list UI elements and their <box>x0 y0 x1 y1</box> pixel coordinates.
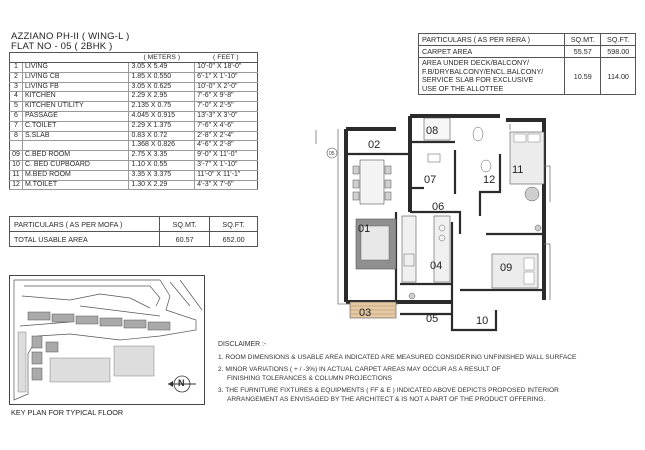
mofa-header-sqft: SQ.FT. <box>210 217 258 232</box>
room-label-08: 08 <box>426 125 439 137</box>
room-meters-cell: 3.05 X 5.49 <box>129 63 195 73</box>
room-name-cell: S.SLAB <box>22 131 128 141</box>
unit-tag: 05 <box>329 151 335 157</box>
room-meters-cell: 0.83 X 0.72 <box>129 131 195 141</box>
room-meters-cell: 1.10 X 0.55 <box>129 160 195 170</box>
room-no-cell: 12 <box>10 180 23 190</box>
rera-deck-sqm: 10.59 <box>565 58 601 95</box>
room-feet-cell: 7'-6" X 9'-8" <box>195 92 258 102</box>
room-feet-cell: 11'-0" X 11'-1" <box>195 170 258 180</box>
room-feet-cell: 4'-6" X 2'-8" <box>195 141 258 151</box>
mofa-total-row <box>10 232 258 247</box>
room-name-cell: C.TOILET <box>22 121 128 131</box>
room-no-cell: 10 <box>10 160 23 170</box>
kitchen-counter <box>434 216 450 282</box>
room-meters-cell: 3.35 X 3.375 <box>129 170 195 180</box>
room-meters-cell: 2.75 X 3.35 <box>129 151 195 161</box>
room-label-10: 10 <box>476 315 489 327</box>
room-feet-cell: 9'-0" X 11'-0" <box>195 151 258 161</box>
room-label-01: 01 <box>358 223 371 235</box>
room-meters-cell: 2.29 X 1.375 <box>129 121 195 131</box>
room-name-cell: LIVING <box>22 63 128 73</box>
room-feet-cell: 6'-1" X 1'-10" <box>195 72 258 82</box>
room-row <box>10 160 258 170</box>
rera-deck-sqft: 114.00 <box>601 58 636 95</box>
col-meters: ( METERS ) <box>129 53 195 63</box>
room-name-cell: C. BED CUPBOARD <box>22 160 128 170</box>
room-name-cell: M.BED ROOM <box>22 170 128 180</box>
rera-header-sqm: SQ.MT. <box>565 34 601 46</box>
rera-carpet-label: CARPET AREA <box>419 46 565 58</box>
room-feet-cell: 3'-7" X 1'-10" <box>195 160 258 170</box>
disclaimer-item-1: 1. ROOM DIMENSIONS & USABLE AREA INDICATED ARE MEASURED CONSIDERING UNFINISHED WALL SURFACE <box>218 354 577 361</box>
room-row <box>10 111 258 121</box>
room-no-cell: 3 <box>10 82 23 92</box>
disclaimer-heading: DISCLAIMER :- <box>218 341 267 348</box>
room-label-11: 11 <box>512 164 524 176</box>
room-feet-cell: 4'-3" X 7'-6" <box>195 180 258 190</box>
project-title: AZZIANO PH-II ( WING-L ) <box>11 31 130 42</box>
rera-carpet-sqft: 598.00 <box>601 46 636 58</box>
kitchen-platform <box>402 216 416 282</box>
disclaimer <box>218 340 642 407</box>
key-plan-label: KEY PLAN FOR TYPICAL FLOOR <box>11 408 124 417</box>
room-feet-cell: 10'-0" X 2'-0" <box>195 82 258 92</box>
room-no-cell: 2 <box>10 72 23 82</box>
room-label-02: 02 <box>368 139 381 151</box>
room-meters-cell: 1.368 X 0.826 <box>129 141 195 151</box>
rera-header-sqft: SQ.FT. <box>601 34 636 46</box>
mofa-header-row <box>10 217 258 232</box>
room-feet-cell: 7'-0" X 2'-5" <box>195 102 258 112</box>
room-no-cell: 4 <box>10 92 23 102</box>
room-no-cell <box>10 141 23 151</box>
room-row <box>10 151 258 161</box>
room-no-cell: 6 <box>10 111 23 121</box>
room-feet-cell: 13'-3" X 3'-0" <box>195 111 258 121</box>
room-name-cell: LIVING CB <box>22 72 128 82</box>
room-meters-cell: 1.30 X 2.29 <box>129 180 195 190</box>
room-no-cell: 7 <box>10 121 23 131</box>
disclaimer-item-3: 3. THE FURNITURE FIXTURES & EQUIPMENTS ( FF & E ) INDICATED ABOVE DEPICTS PROPOSED INTERIOR ARRANGEMENT AS ENVISAGED BY THE ARCHITECT & IS NOT A PART OF THE PRODUCT OFFERING. <box>218 387 559 403</box>
room-row <box>10 82 258 92</box>
key-plan-drawing <box>10 276 206 406</box>
col-feet: ( FEET ) <box>195 53 258 63</box>
room-meters-cell: 4.045 X 0.915 <box>129 111 195 121</box>
key-plan <box>9 275 205 405</box>
room-row <box>10 131 258 141</box>
mofa-area-table <box>9 216 258 247</box>
room-label-06: 06 <box>432 201 445 213</box>
room-label-09: 09 <box>500 262 513 274</box>
room-feet-cell: 2'-8" X 2'-4" <box>195 131 258 141</box>
room-feet-cell: 7'-6" X 4'-6" <box>195 121 258 131</box>
room-meters-cell: 2.29 X 2.95 <box>129 92 195 102</box>
rera-deck-label: AREA UNDER DECK/BALCONY/ F.B/DRYBALCONY/ENCL.BALCONY/ SERVICE SLAB FOR EXCLUSIVE USE OF THE ALLOTTEE <box>419 58 565 95</box>
rera-header-label: PARTICULARS ( AS PER RERA ) <box>419 34 565 46</box>
rera-carpet-sqm: 55.57 <box>565 46 601 58</box>
room-label-03: 03 <box>359 307 372 319</box>
mofa-total-sqm: 60.57 <box>160 232 210 247</box>
dining-table <box>360 160 384 204</box>
room-meters-cell: 2.135 X 0.75 <box>129 102 195 112</box>
rera-deck-row <box>419 58 636 95</box>
room-table-header <box>10 53 258 63</box>
room-name-cell: KITCHEN UTILITY <box>22 102 128 112</box>
room-row <box>10 72 258 82</box>
room-row <box>10 63 258 73</box>
room-label-05: 05 <box>426 313 439 325</box>
mofa-total-label: TOTAL USABLE AREA <box>10 232 160 247</box>
room-label-12: 12 <box>483 174 496 186</box>
room-name-cell: LIVING FB <box>22 82 128 92</box>
room-label-07: 07 <box>424 174 437 186</box>
room-no-cell: 11 <box>10 170 23 180</box>
room-no-cell: 8 <box>10 131 23 141</box>
room-name-cell: C.BED ROOM <box>22 151 128 161</box>
mofa-header-sqm: SQ.MT. <box>160 217 210 232</box>
room-dimensions-table <box>9 52 258 190</box>
room-row <box>10 92 258 102</box>
room-row <box>10 170 258 180</box>
room-no-cell: 1 <box>10 63 23 73</box>
rera-carpet-row <box>419 46 636 58</box>
room-label-04: 04 <box>430 260 443 272</box>
mofa-total-sqft: 652.00 <box>210 232 258 247</box>
room-row <box>10 180 258 190</box>
room-name-cell <box>22 141 128 151</box>
room-no-cell: 5 <box>10 102 23 112</box>
room-meters-cell: 3.05 X 0.625 <box>129 82 195 92</box>
compass-north-label: N <box>178 378 185 388</box>
flat-title: FLAT NO - 05 ( 2BHK ) <box>11 41 113 52</box>
room-row <box>10 121 258 131</box>
floor-plan <box>300 104 558 334</box>
room-no-cell: 09 <box>10 151 23 161</box>
room-name-cell: KITCHEN <box>22 92 128 102</box>
room-row <box>10 102 258 112</box>
mofa-header-label: PARTICULARS ( AS PER MOFA ) <box>10 217 160 232</box>
room-meters-cell: 1.85 X 0.550 <box>129 72 195 82</box>
room-feet-cell: 10'-0" X 18'-0" <box>195 63 258 73</box>
room-row <box>10 141 258 151</box>
rera-area-table <box>418 33 636 95</box>
rera-header-row <box>419 34 636 46</box>
disclaimer-item-2: 2. MINOR VARIATIONS ( + / -3%) IN ACTUAL CARPET AREAS MAY OCCUR AS A RESULT OF FINISHING TOLERANCES & COLUMN PROJECTIONS <box>218 366 501 382</box>
room-name-cell: M.TOILET <box>22 180 128 190</box>
room-name-cell: PASSAGE <box>22 111 128 121</box>
